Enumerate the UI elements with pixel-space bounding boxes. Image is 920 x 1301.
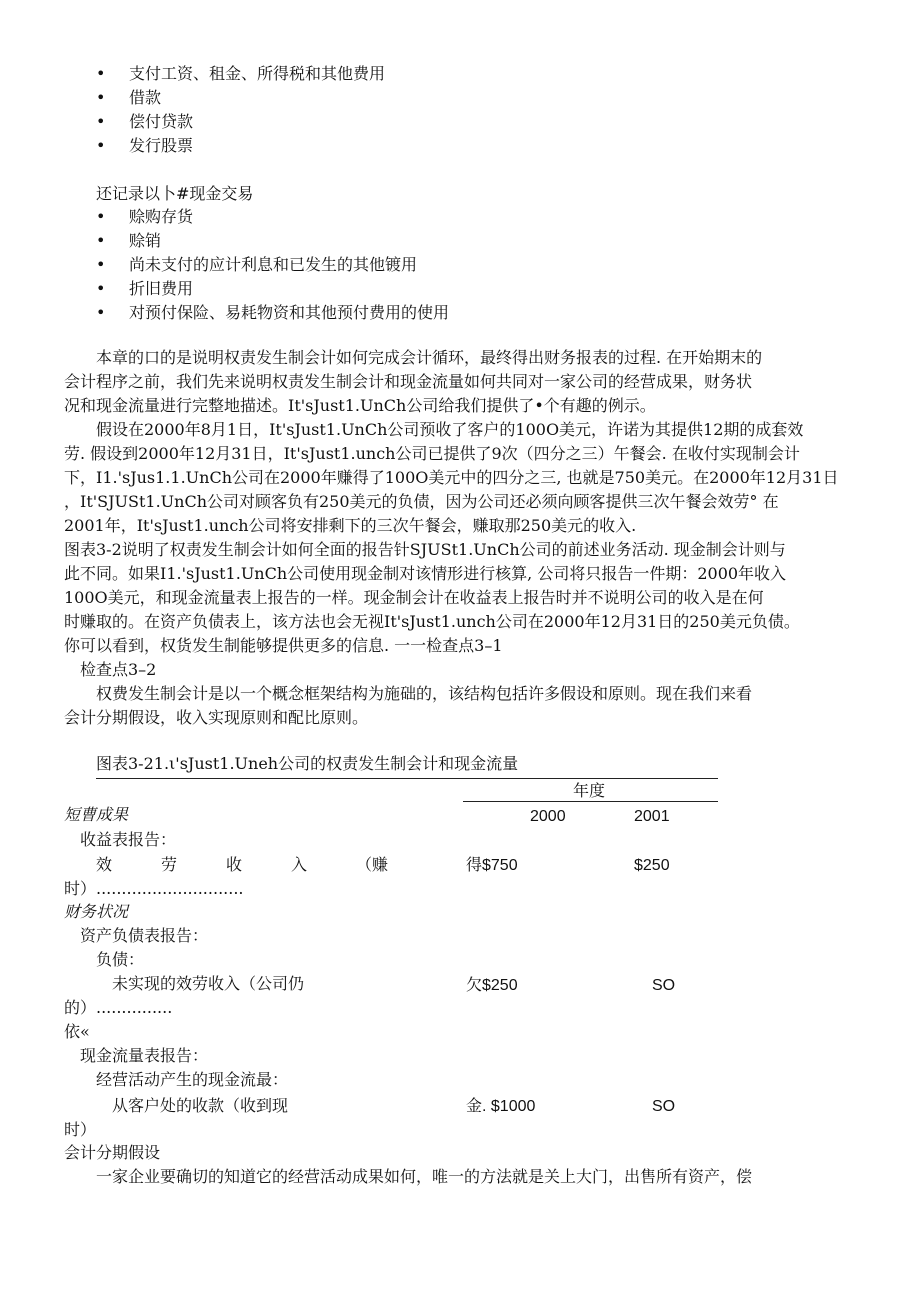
liabilities-label: 负债： xyxy=(96,950,145,969)
bullet-icon: • xyxy=(96,303,106,322)
exhibit-top-rule xyxy=(96,778,718,779)
list-item: • 发行股票 xyxy=(96,134,385,158)
owe-fragment: 依« xyxy=(64,1022,90,1041)
balance-sheet-report: 资产负债表报告： xyxy=(80,926,209,945)
bullet-list-noncash xyxy=(96,205,449,325)
bullet-icon: • xyxy=(96,279,106,298)
bullet-icon: • xyxy=(96,231,106,250)
collections-label: 从客户处的收款（收到现 xyxy=(112,1096,289,1115)
collections-label-continued: 时） xyxy=(64,1120,97,1139)
collections-2001: SO xyxy=(652,1098,676,1115)
bullet-list-payments xyxy=(96,62,385,158)
paragraph-cash-basis: 图表3-2说明了权责发生制会计如何全面的报告针SJUSt1.UnCh公司的前述业务活动. 现金制会计则与 此不同。如果I1.'sJust1.UnCh公司使用现金制对该情形进行核算, 公司将只报告一件期：2000年收入 100O美元，和现金流量表上报告的一样。现金制会计在收益表上报告时并不说明公司的收入是在何 时赚取的。在资产负债表上，该方法也会无视It'sJust1.unch公司在2000年12月31日的250美元负债。 你可以看到，权货发生制能够提供更多的信息. 一一检查点3–1 xyxy=(64,540,800,655)
list-item: • 支付工资、租金、所得税和其他费用 xyxy=(96,62,385,86)
unearned-revenue-label: 未实现的效劳收入（公司仍 xyxy=(112,974,305,993)
revenue-2000: 得$750 xyxy=(466,857,518,874)
bullet-icon: • xyxy=(96,255,106,274)
income-statement-report: 收益表报告： xyxy=(80,830,177,849)
year-header-rule xyxy=(463,801,718,802)
unearned-2000: 欠$250 xyxy=(466,977,518,994)
operating-cash-flow-label: 经营活动产生的现金流最： xyxy=(96,1070,289,1089)
financial-position-heading: 财务状况 xyxy=(64,902,129,921)
checkpoint-label: 检查点3–2 xyxy=(80,660,157,679)
paragraph-purpose: 本章的口的是说明权责发生制会计如何完成会计循环，最终得出财务报表的过程. 在开始期末的 会计程序之前，我们先来说明权责发生制会计和现金流量如何共同对一家公司的经营成果，财务状 况和现金流量进行完整地描述。It'sJust1.UnCh公司给我们提供了•个有趣的例示。 xyxy=(64,348,763,415)
list-item: • 借款 xyxy=(96,86,385,110)
list-item: • 折旧费用 xyxy=(96,277,449,301)
list-item: • 赊购存货 xyxy=(96,205,449,229)
list-item: • 尚未支付的应计利息和已发生的其他镀用 xyxy=(96,253,449,277)
revenue-2001: $250 xyxy=(634,857,670,874)
bullet-icon: • xyxy=(96,136,106,155)
operating-results-heading: 短曹成果 xyxy=(64,805,129,824)
bullet-icon: • xyxy=(96,88,106,107)
column-header-2000: 2000 xyxy=(530,808,566,825)
revenue-label: 效 劳 收 入 （赚 xyxy=(96,855,388,874)
paragraph-framework: 权费发生制会计是以一个概念框架结构为施础的，该结构包括许多假设和原则。现在我们来看 会计分期假设，收入实现原则和配比原则。 xyxy=(64,684,753,727)
paragraph-example: 假设在2000年8月1日，It'sJust1.UnCh公司预收了客户的100O美元，许诺为其提供12期的成套效 劳. 假设到2000年12月31日，It'sJust1.unch公司已提供了9次（四分之三）午餐会. 在收付实现制会计 下，I1.'sJus1.1.UnCh公司在2000年赚得了100O美元中的四分之三, 也就是750美元。在2000年12月31日 ，It'SJUSt1.UnCh公司对顾客负有250美元的负债，因为公司还必须向顾客提供三次午餐会效劳° 在 2001年，It'sJust1.unch公司将安排剩下的三次午餐会，赚取那250美元的收入. xyxy=(64,420,839,535)
year-header: 年度 xyxy=(573,781,606,800)
unearned-2001: SO xyxy=(652,977,676,994)
section-heading: 会计分期假设 xyxy=(64,1143,161,1162)
bullet-icon: • xyxy=(96,112,106,131)
revenue-label-continued: 时）............................. xyxy=(64,879,244,898)
bullet-icon: • xyxy=(96,64,106,83)
exhibit-title: 图表3-21.ι'sJust1.Uneh公司的权责发生制会计和现金流量 xyxy=(96,754,519,773)
collections-2000: 金. $1000 xyxy=(466,1098,536,1115)
list-item: • 赊销 xyxy=(96,229,449,253)
column-header-2001: 2001 xyxy=(634,808,670,825)
list-item: • 对预付保险、易耗物资和其他预付费用的使用 xyxy=(96,301,449,325)
also-record-heading: 还记录以卜#现金交易 xyxy=(96,184,254,203)
unearned-revenue-continued: 的）............... xyxy=(64,998,173,1017)
bullet-icon: • xyxy=(96,207,106,226)
cash-flow-report: 现金流量表报告： xyxy=(80,1046,209,1065)
paragraph-periodicity: 一家企业要确切的知道它的经营活动成果如何，唯一的方法就是关上大门，出售所有资产，偿 xyxy=(96,1167,753,1186)
list-item: • 偿付贷款 xyxy=(96,110,385,134)
